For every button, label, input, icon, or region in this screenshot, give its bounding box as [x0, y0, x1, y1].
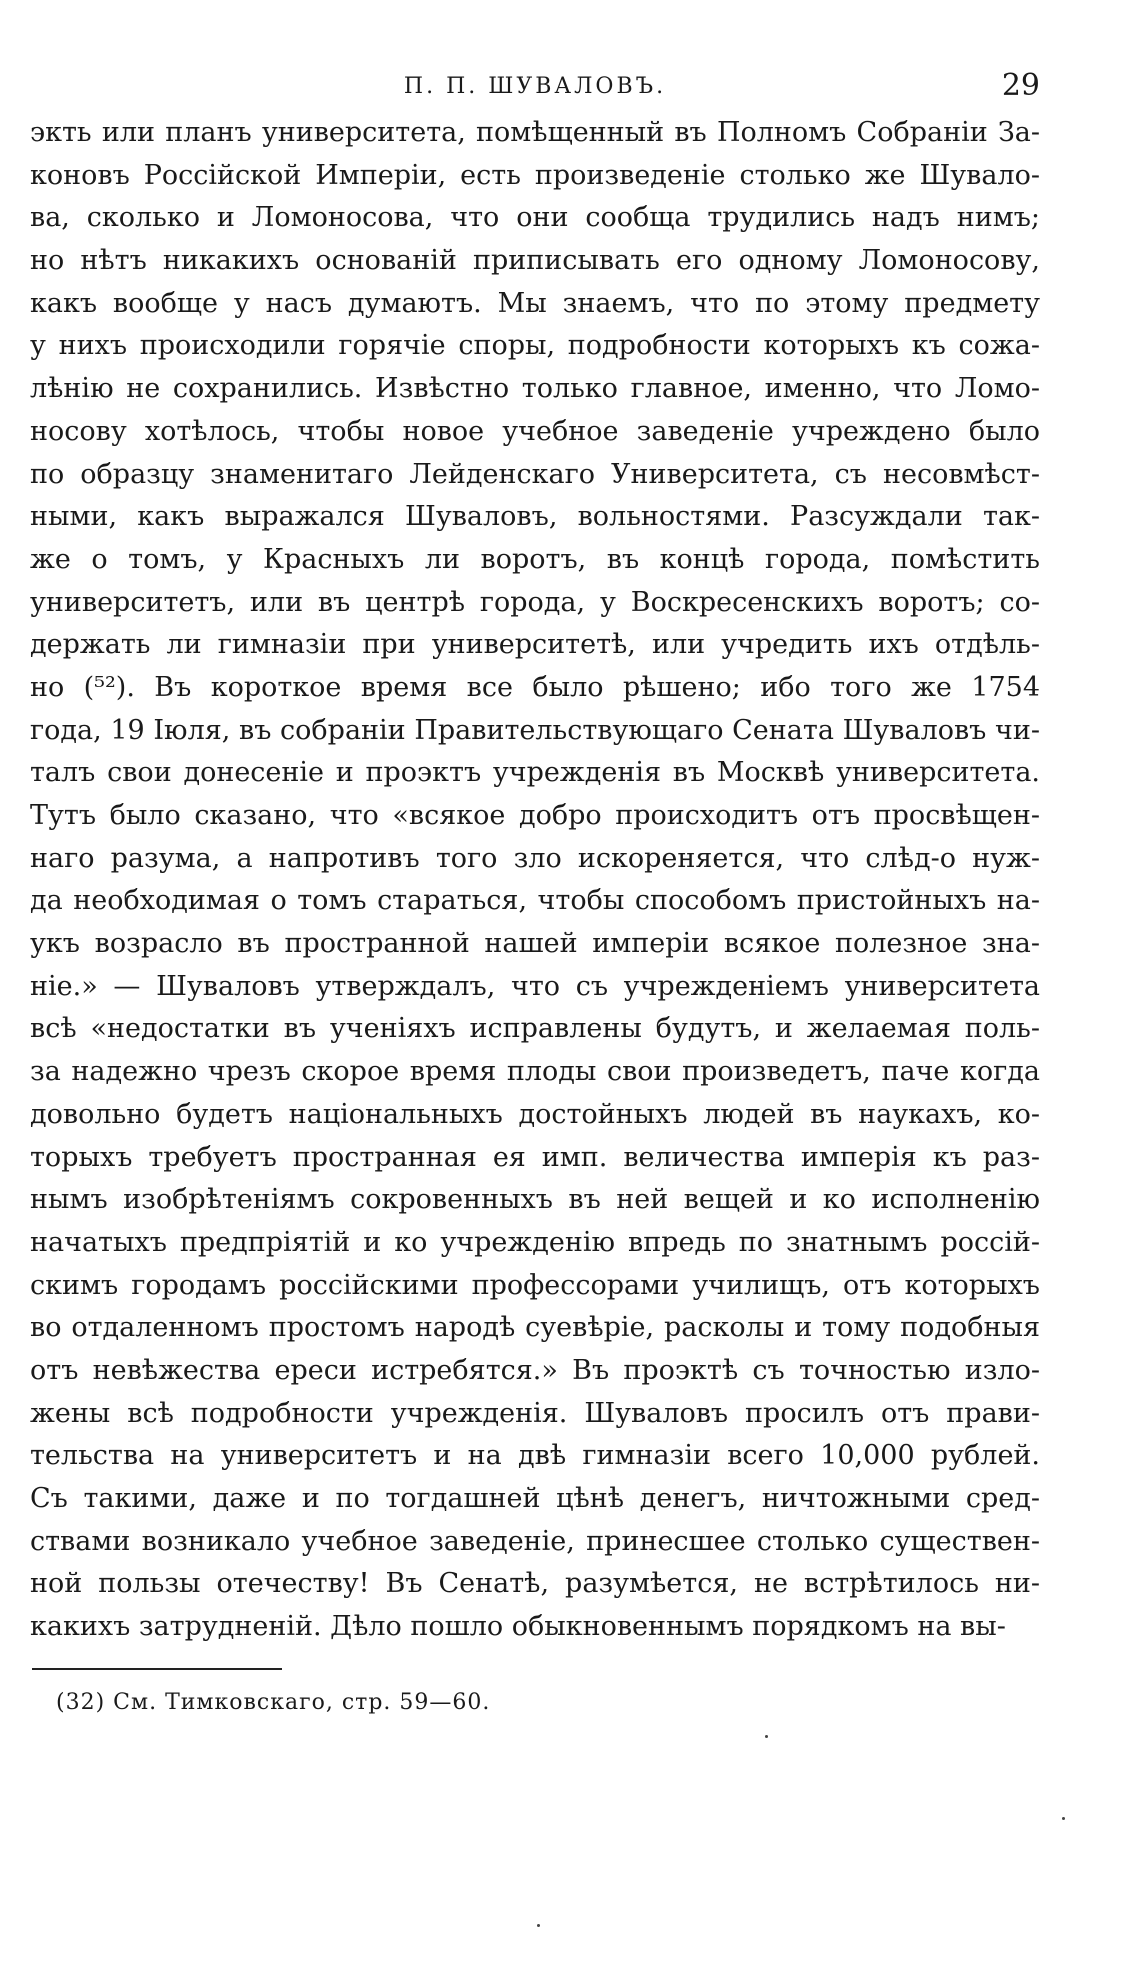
text-line: тельства на университетъ и на двѣ гимназіи всего 10,000 рублей.: [30, 1440, 1040, 1472]
footnote: (32) См. Тимковскаго, стр. 59—60.: [56, 1690, 491, 1715]
text-line: талъ свои донесеніе и проэктъ учрежденія въ Москвѣ университета.: [30, 757, 1040, 789]
text-line: ва, сколько и Ломоносова, что они сообща трудились надъ нимъ;: [30, 202, 1040, 234]
text-line: года, 19 Іюля, въ собраніи Правительствующаго Сената Шуваловъ чи-: [30, 714, 1040, 746]
text-line: но (⁵²). Въ короткое время все было рѣшено; ибо того же 1754: [30, 671, 1040, 703]
text-line: у нихъ происходили горячіе споры, подробности которыхъ къ сожа-: [30, 330, 1040, 362]
text-line: отъ невѣжества ереси истребятся.» Въ проэктѣ съ точностью изло-: [30, 1354, 1040, 1386]
text-line: по образцу знаменитаго Лейденскаго Университета, съ несовмѣст-: [30, 458, 1040, 490]
page-number: 29: [1001, 68, 1040, 103]
body-text: [30, 112, 1040, 1649]
text-line: Тутъ было сказано, что «всякое добро происходитъ отъ просвѣщен-: [30, 800, 1040, 831]
text-line: ніе.» — Шуваловъ утверждалъ, что съ учрежденіемъ университета: [30, 970, 1040, 1002]
text-line: наго разума, а напротивъ того зло искореняется, что слѣд-о нуж-: [30, 842, 1040, 874]
text-line: же о томъ, у Красныхъ ли воротъ, въ концѣ города, помѣстить: [30, 543, 1040, 575]
text-line: торыхъ требуетъ пространная ея имп. величества имперія къ раз-: [30, 1141, 1040, 1173]
text-line: коновъ Россійской Имперіи, есть произведеніе столько же Шувало-: [30, 159, 1040, 191]
text-line: какихъ затрудненій. Дѣло пошло обыкновеннымъ порядкомъ на вы-: [30, 1611, 1006, 1643]
paper-speck: [537, 1924, 540, 1927]
text-line: жены всѣ подробности учрежденія. Шуваловъ просилъ отъ прави-: [30, 1397, 1040, 1429]
text-line: университетъ, или въ центрѣ города, у Воскресенскихъ воротъ; со-: [30, 586, 1040, 618]
text-line: довольно будетъ національныхъ достойныхъ людей въ наукахъ, ко-: [30, 1098, 1040, 1130]
text-line: ными, какъ выражался Шуваловъ, вольностями. Разсуждали так-: [30, 501, 1040, 533]
text-line: всѣ «недостатки въ ученіяхъ исправлены будутъ, и желаемая поль-: [30, 1013, 1040, 1045]
text-line: за надежно чрезъ скорое время плоды свои произведетъ, паче когда: [30, 1056, 1040, 1088]
text-line: держать ли гимназіи при университетѣ, или учредить ихъ отдѣль-: [30, 629, 1040, 661]
text-line: ствами возникало учебное заведеніе, принесшее столько существен-: [30, 1525, 1040, 1557]
text-line: во отдаленномъ простомъ народѣ суевѣріе, расколы и тому подобныя: [30, 1312, 1040, 1344]
text-line: укъ возрасло въ пространной нашей имперіи всякое полезное зна-: [30, 928, 1040, 960]
running-head: [30, 68, 1040, 108]
text-line: нымъ изобрѣтеніямъ сокровенныхъ въ ней вещей и ко исполненію: [30, 1184, 1040, 1216]
text-line: экть или планъ университета, помѣщенный въ Полномъ Собраніи За-: [30, 117, 1040, 148]
text-line: начатыхъ предпріятій и ко учрежденію впредь по знатнымъ россій-: [30, 1226, 1040, 1258]
text-line: но нѣтъ никакихъ основаній приписывать его одному Ломоносову,: [30, 245, 1040, 277]
paper-speck: [765, 1735, 768, 1738]
text-line: скимъ городамъ россійскими профессорами училищъ, отъ которыхъ: [30, 1269, 1040, 1301]
text-line: Съ такими, даже и по тогдашней цѣнѣ денегъ, ничтожными сред-: [30, 1483, 1040, 1514]
paper-speck: [1062, 1817, 1065, 1820]
text-line: какъ вообще у насъ думаютъ. Мы знаемъ, что по этому предмету: [30, 287, 1040, 319]
text-line: ной пользы отечеству! Въ Сенатѣ, разумѣется, не встрѣтилось ни-: [30, 1568, 1040, 1600]
running-title: П. П. ШУВАЛОВЪ.: [403, 74, 667, 99]
footnote-rule: [32, 1668, 282, 1670]
text-line: лѣнію не сохранились. Извѣстно только главное, именно, что Ломо-: [30, 373, 1040, 405]
text-line: да необходимая о томъ стараться, чтобы способомъ пристойныхъ на-: [30, 885, 1040, 917]
text-line: носову хотѣлось, чтобы новое учебное заведеніе учреждено было: [30, 415, 1040, 447]
